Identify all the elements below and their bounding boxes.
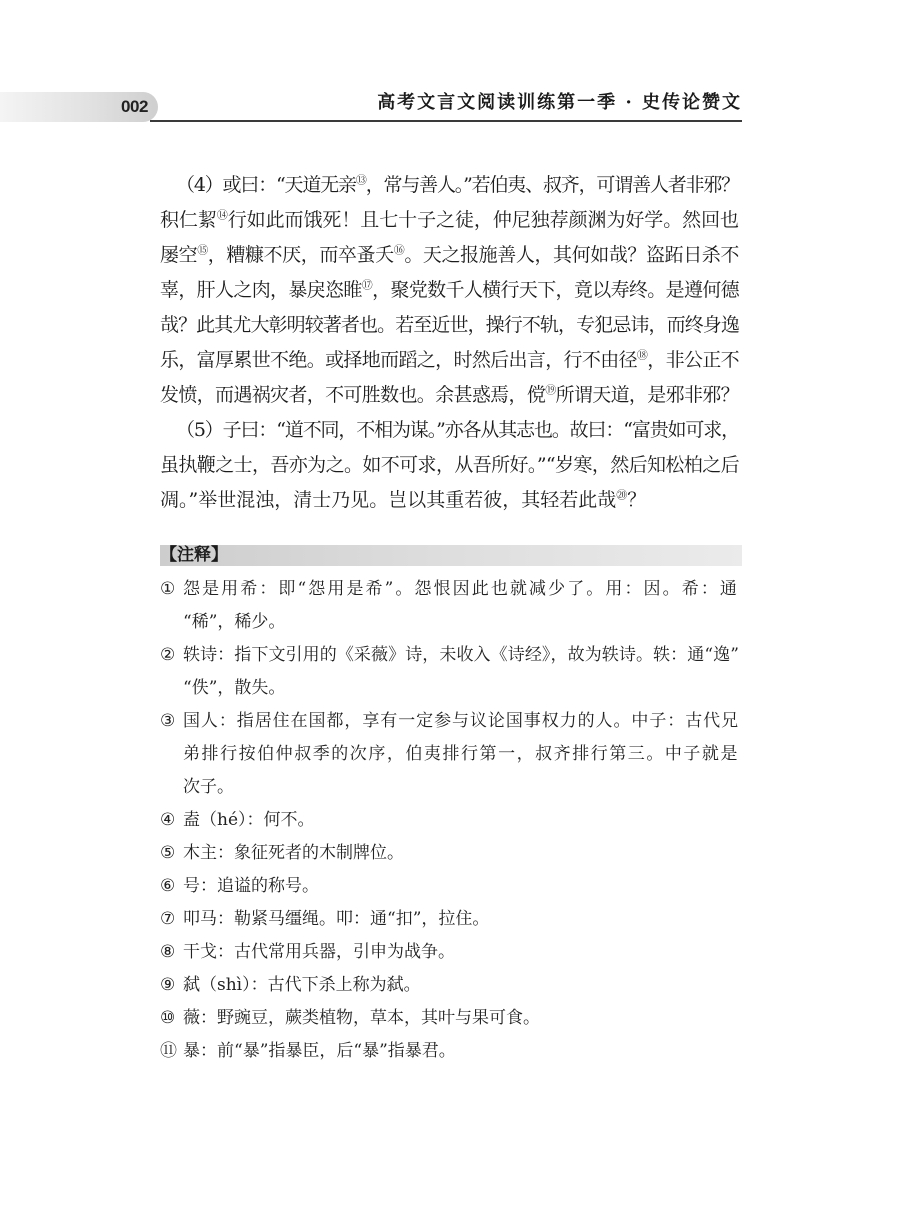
- note-item: [160, 870, 742, 903]
- note-item: [160, 837, 742, 870]
- note-line: 干戈：古代常用兵器，引申为战争。: [183, 942, 455, 962]
- notes-heading-bar: [160, 545, 742, 566]
- body-line: 积仁絜⑭行如此而饿死！且七十子之徒，仲尼独荐颜渊为好学。然回也: [160, 208, 739, 231]
- footnote-ref: ⑮: [197, 243, 208, 257]
- body-line: 屡空⑮，糟糠不厌，而卒蚤夭⑯。天之报施善人，其何如哉？盗跖日杀不: [160, 243, 739, 266]
- header-rule: [150, 120, 742, 122]
- note-marker: ⑦: [160, 909, 176, 929]
- note-line: 国人：指居住在国都，享有一定参与议论国事权力的人。中子：古代兄: [183, 711, 739, 731]
- note-item: [160, 936, 742, 969]
- footnote-ref: ⑱: [636, 348, 648, 362]
- note-line: “稀”，稀少。: [183, 612, 286, 632]
- running-header-title: 高考文言文阅读训练第一季 · 史传论赞文: [377, 92, 742, 113]
- notes-heading: 【注释】: [160, 545, 228, 565]
- footnote-ref: ⑬: [355, 173, 366, 187]
- page-number-tab: [0, 92, 158, 122]
- note-item: [160, 573, 742, 639]
- notes-list: [160, 573, 742, 1068]
- page-number: 002: [121, 97, 148, 116]
- note-marker: ⑧: [160, 942, 176, 962]
- note-item: [160, 903, 742, 936]
- note-line: 薇：野豌豆，蕨类植物，草本，其叶与果可食。: [183, 1008, 540, 1028]
- body-line: 虽执鞭之士，吾亦为之。如不可求，从吾所好。”“岁寒，然后知松柏之后: [160, 454, 739, 476]
- note-item: [160, 705, 742, 804]
- note-item: [160, 969, 742, 1002]
- note-marker: ⑩: [160, 1008, 176, 1028]
- note-marker: ②: [160, 645, 176, 665]
- note-item: [160, 1035, 742, 1068]
- note-line: 次子。: [183, 777, 234, 797]
- note-marker: ⑪: [160, 1041, 177, 1061]
- note-line: 暴：前“暴”指暴臣，后“暴”指暴君。: [183, 1041, 456, 1061]
- body-line: 辜，肝人之肉，暴戾恣睢⑰，聚党数千人横行天下，竟以寿终。是遵何德: [160, 278, 739, 301]
- note-line: “佚”，散失。: [183, 678, 286, 698]
- note-marker: ③: [160, 711, 176, 731]
- note-line: 木主：象征死者的木制牌位。: [183, 843, 404, 863]
- body-line: （5）子曰：“道不同，不相为谋。”亦各从其志也。故曰：“富贵如可求，: [176, 419, 739, 441]
- note-line: 弑（shì）：古代下杀上称为弑。: [183, 975, 421, 995]
- note-line: 怨是用希：即“怨用是希”。怨恨因此也就减少了。用：因。希：通: [183, 579, 739, 599]
- note-marker: ⑤: [160, 843, 176, 863]
- footnote-ref: ⑲: [545, 383, 556, 397]
- body-line: （4）或曰：“天道无亲⑬，常与善人。”若伯夷、叔齐，可谓善人者非邪？: [176, 173, 739, 196]
- note-marker: ④: [160, 810, 176, 830]
- body-line: 发愤，而遇祸灾者，不可胜数也。余甚惑焉，傥⑲所谓天道，是邪非邪？: [160, 383, 739, 406]
- note-line: 轶诗：指下文引用的《采薇》诗，未收入《诗经》，故为轶诗。轶：通“逸”: [183, 645, 739, 665]
- body-line: 乐，富厚累世不绝。或择地而蹈之，时然后出言，行不由径⑱，非公正不: [160, 348, 739, 371]
- footnote-ref: ⑭: [216, 208, 228, 222]
- note-item: [160, 1002, 742, 1035]
- note-line: 叩马：勒紧马缰绳。叩：通“扣”，拉住。: [183, 909, 490, 929]
- note-line: 号：追谥的称号。: [183, 876, 319, 896]
- note-item: [160, 639, 742, 705]
- paragraph-5: [160, 413, 740, 518]
- body-line: 凋。”举世混浊，清士乃见。岂以其重若彼，其轻若此哉⑳？: [160, 488, 647, 511]
- paragraph-4: [160, 168, 740, 413]
- footnote-ref: ⑯: [393, 243, 405, 257]
- footnote-ref: ⑰: [361, 278, 373, 292]
- body-line: 哉？此其尤大彰明较著者也。若至近世，操行不轨，专犯忌讳，而终身逸: [160, 314, 739, 336]
- note-marker: ⑥: [160, 876, 176, 896]
- note-line: 盍（hé）：何不。: [183, 810, 315, 830]
- note-marker: ⑨: [160, 975, 176, 995]
- footnote-ref: ⑳: [616, 488, 628, 502]
- body-text: [160, 168, 740, 518]
- note-marker: ①: [160, 579, 176, 599]
- note-line: 弟排行按伯仲叔季的次序，伯夷排行第一，叔齐排行第三。中子就是: [183, 744, 739, 764]
- note-item: [160, 804, 742, 837]
